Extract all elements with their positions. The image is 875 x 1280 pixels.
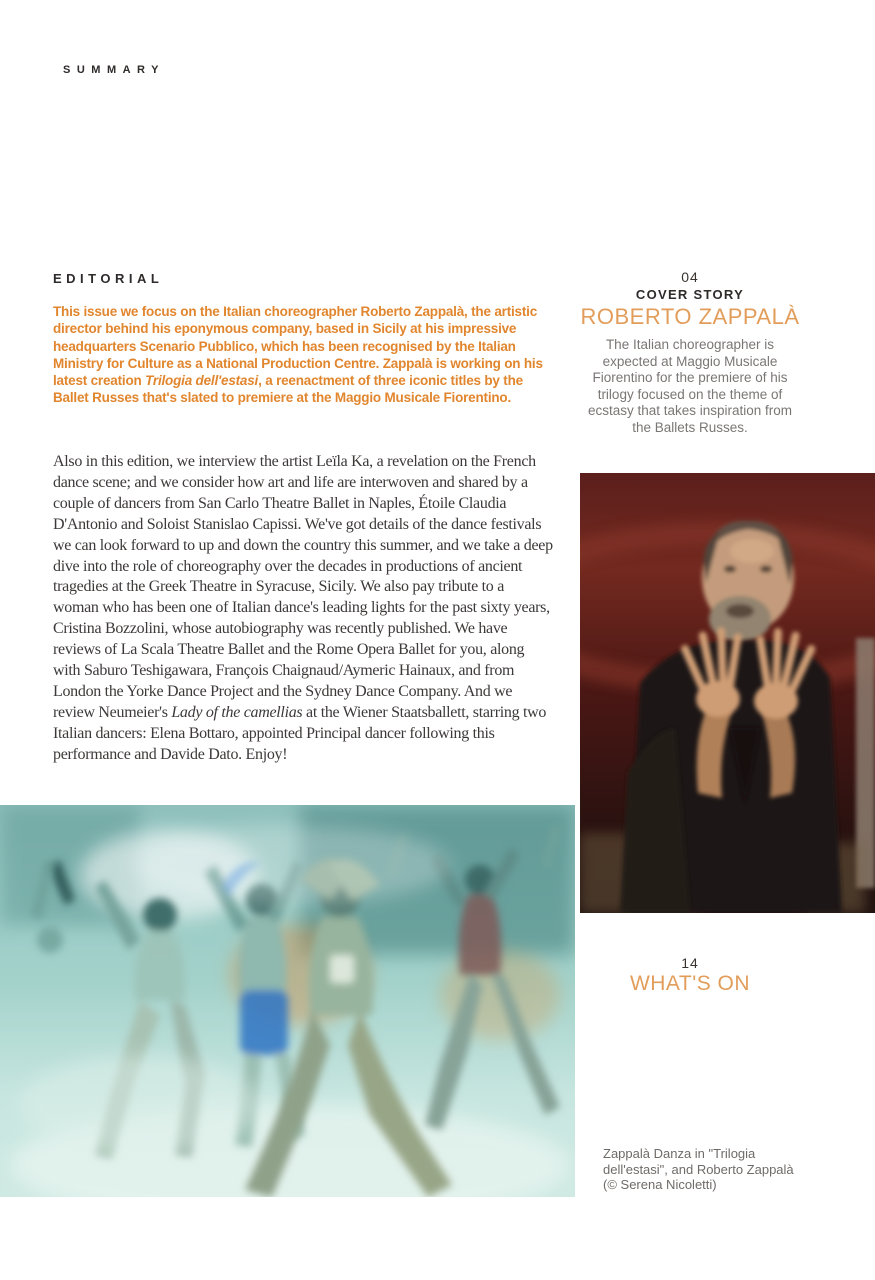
body-text-after: at the Wiener Staatsballett, starring two Italian dancers: Elena Bottaro, appointed Principal dancer following this performance and Davide Dato. Enjoy! bbox=[53, 703, 547, 763]
editorial-intro-paragraph bbox=[53, 303, 545, 407]
cover-story-description: The Italian choreographer is expected at Maggio Musicale Fiorentino for the premiere of his trilogy focused on the theme of ecstasy that takes inspiration from the Ballets Russes. bbox=[587, 337, 793, 435]
summary-label: SUMMARY bbox=[63, 64, 165, 76]
editorial-body-paragraph bbox=[53, 452, 553, 766]
body-italic-title: Lady of the camellias bbox=[171, 703, 303, 721]
roberto-zappala-photo bbox=[580, 473, 875, 913]
dancers-photo bbox=[0, 805, 575, 1197]
intro-text-after: , a reenactment of three iconic titles by the Ballet Russes that's slated to premiere at the Maggio Musicale Fiorentino. bbox=[53, 373, 523, 406]
intro-text-before: This issue we focus on the Italian choreographer Roberto Zappalà, the artistic director behind his eponymous company, based in Sicily at his impressive headquarters Scenario Pubblico, which has been recognised by the Italian Ministry for Culture as a National Production Centre. Zappalà is working on his latest creation bbox=[53, 304, 543, 389]
editorial-heading: EDITORIAL bbox=[53, 271, 164, 286]
whats-on-entry bbox=[578, 955, 802, 996]
body-text-before: Also in this edition, we interview the artist Leïla Ka, a revelation on the French dance scene; and we consider how art and life are interwoven and shared by a couple of dancers from San Carlo Theatre Ballet in Naples, Étoile Claudia D'Antonio and Soloist Stanislao Capissi. We've got details of the dance festivals we can look forward to up and down the country this summer, and we take a deep dive into the role of choreography over the decades in productions of ancient tragedies at the Greek Theatre in Syracuse, Sicily. We also pay tribute to a woman who has been one of Italian dance's leading lights for the past sixty years, Cristina Bozzolini, whose autobiography was recently published. We have reviews of La Scala Theatre Ballet and the Rome Opera Ballet for you, along with Saburo Teshigawara, François Chaignaud/Aymeric Hainaux, and from London the Yorke Dance Project and the Sydney Dance Company. And we review Neumeier's bbox=[53, 453, 553, 721]
cover-story-page-number: 04 bbox=[681, 269, 699, 285]
photo-caption: Zappalà Danza in "Trilogia dell'estasi", and Roberto Zappalà (© Serena Nicoletti) bbox=[603, 1146, 794, 1192]
whats-on-page-number: 14 bbox=[681, 955, 699, 971]
cover-story-title: ROBERTO ZAPPALÀ bbox=[580, 304, 800, 329]
intro-italic-title: Trilogia dell'estasi bbox=[145, 373, 259, 389]
cover-story-kicker: COVER STORY bbox=[635, 287, 745, 302]
whats-on-title: WHAT'S ON bbox=[629, 972, 751, 995]
cover-story-entry bbox=[578, 269, 802, 436]
